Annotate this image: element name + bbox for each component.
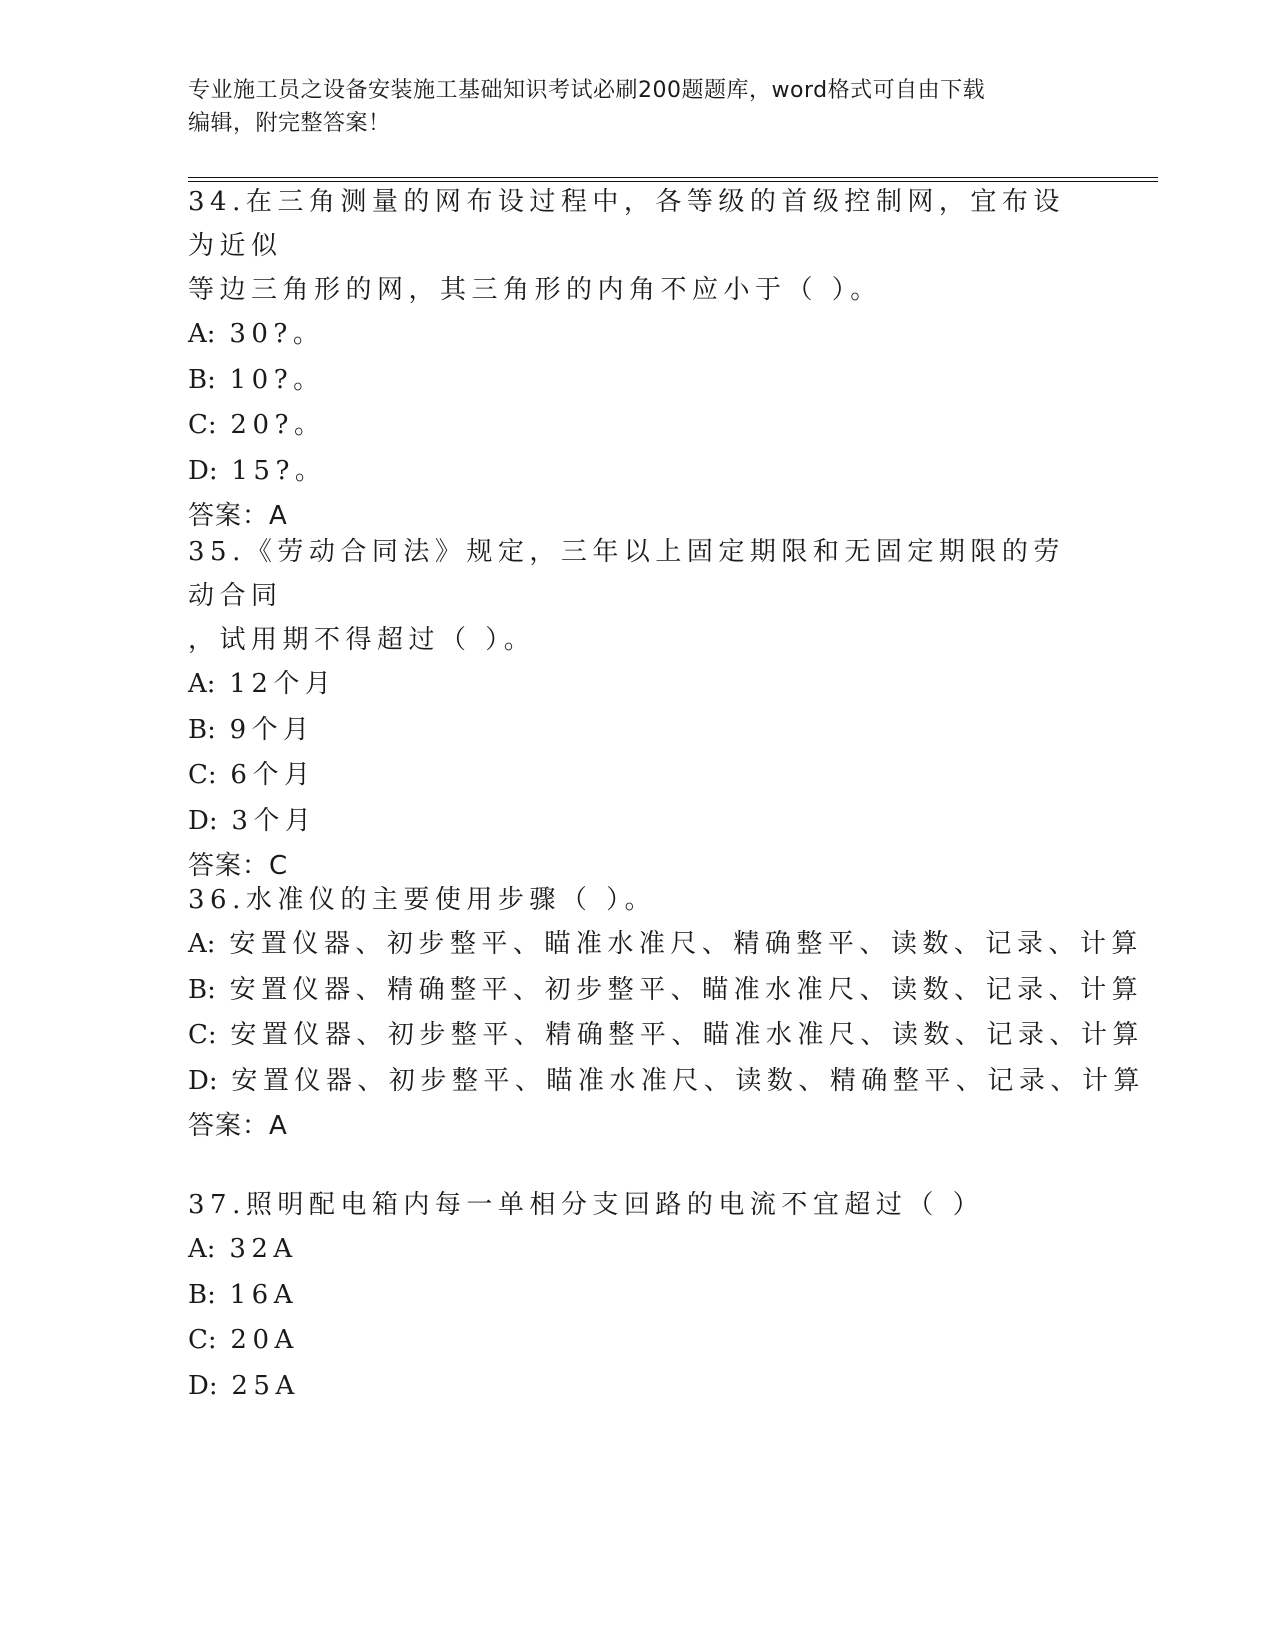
option-text: 安置仪器、初步整平、瞄准水准尺、读数、精确整平、记录、计算 [231, 1065, 1145, 1096]
answer-line: 答案：A [188, 501, 288, 531]
header-line-1: 专业施工员之设备安装施工基础知识考试必刷200题题库，word格式可自由下载 [188, 78, 986, 103]
question-36 [188, 878, 1145, 1148]
option-c [188, 753, 1088, 799]
question-stem-line-2: ，试用期不得超过（ ）。 [188, 625, 536, 655]
option-label: D: [188, 1065, 218, 1096]
option-c [188, 1318, 1088, 1364]
option-label: B: [188, 364, 216, 395]
option-label: D: [188, 455, 218, 486]
option-label: C: [188, 1020, 217, 1050]
option-d [188, 1364, 1088, 1410]
question-34 [188, 180, 1088, 538]
option-label: A: [188, 1234, 216, 1264]
option-d [188, 1059, 1145, 1105]
option-label: A: [188, 669, 216, 699]
option-label: C: [188, 410, 217, 440]
question-stem-line-1: 37.照明配电箱内每一单相分支回路的电流不宜超过（ ） [188, 1190, 985, 1220]
option-label: B: [188, 714, 216, 745]
option-label: A: [188, 929, 216, 959]
option-a [188, 1227, 1088, 1273]
option-label: D: [188, 1370, 218, 1401]
question-stem-line-2: 等边三角形的网，其三角形的内角不应小于（ ）。 [188, 275, 882, 305]
option-a [188, 922, 1143, 968]
document-header [188, 74, 1088, 140]
option-text: 20?。 [230, 410, 326, 440]
option-text: 32A [229, 1234, 298, 1264]
option-c [188, 403, 1088, 449]
answer-line: 答案：C [188, 851, 289, 881]
option-text: 16A [229, 1279, 299, 1310]
option-b [188, 358, 1088, 404]
option-c [188, 1013, 1144, 1059]
option-label: D: [188, 805, 218, 836]
option-text: 30?。 [229, 319, 325, 349]
option-text: 3个月 [231, 805, 317, 836]
option-a [188, 312, 1088, 358]
option-text: 安置仪器、初步整平、精确整平、瞄准水准尺、读数、记录、计算 [230, 1020, 1144, 1050]
question-stem-line-1: 34.在三角测量的网布设过程中，各等级的首级控制网，宜布设为近似 [188, 187, 1065, 261]
option-a [188, 662, 1088, 708]
header-line-2: 编辑，附完整答案！ [188, 111, 391, 136]
option-d [188, 799, 1088, 845]
option-b [188, 1273, 1088, 1319]
question-stem-line-1: 35.《劳动合同法》规定，三年以上固定期限和无固定期限的劳动合同 [188, 537, 1065, 611]
option-text: 20A [230, 1325, 299, 1355]
option-b [188, 968, 1144, 1014]
option-d [188, 449, 1088, 495]
option-text: 15?。 [231, 455, 327, 486]
option-label: B: [188, 1279, 216, 1310]
option-b [188, 708, 1088, 754]
option-text: 9个月 [229, 714, 315, 745]
option-label: C: [188, 1325, 217, 1355]
option-label: A: [188, 319, 216, 349]
option-text: 安置仪器、初步整平、瞄准水准尺、精确整平、读数、记录、计算 [229, 929, 1143, 959]
question-35 [188, 530, 1088, 888]
option-label: C: [188, 760, 217, 790]
answer-line: 答案：A [188, 1111, 288, 1141]
option-label: B: [188, 974, 216, 1005]
question-37 [188, 1183, 1088, 1409]
option-text: 25A [231, 1370, 300, 1401]
option-text: 12个月 [229, 669, 337, 699]
option-text: 安置仪器、精确整平、初步整平、瞄准水准尺、读数、记录、计算 [229, 974, 1144, 1005]
option-text: 6个月 [230, 760, 316, 790]
option-text: 10?。 [229, 364, 325, 395]
question-stem-line-1: 36.水准仪的主要使用步骤（ ）。 [188, 885, 657, 915]
